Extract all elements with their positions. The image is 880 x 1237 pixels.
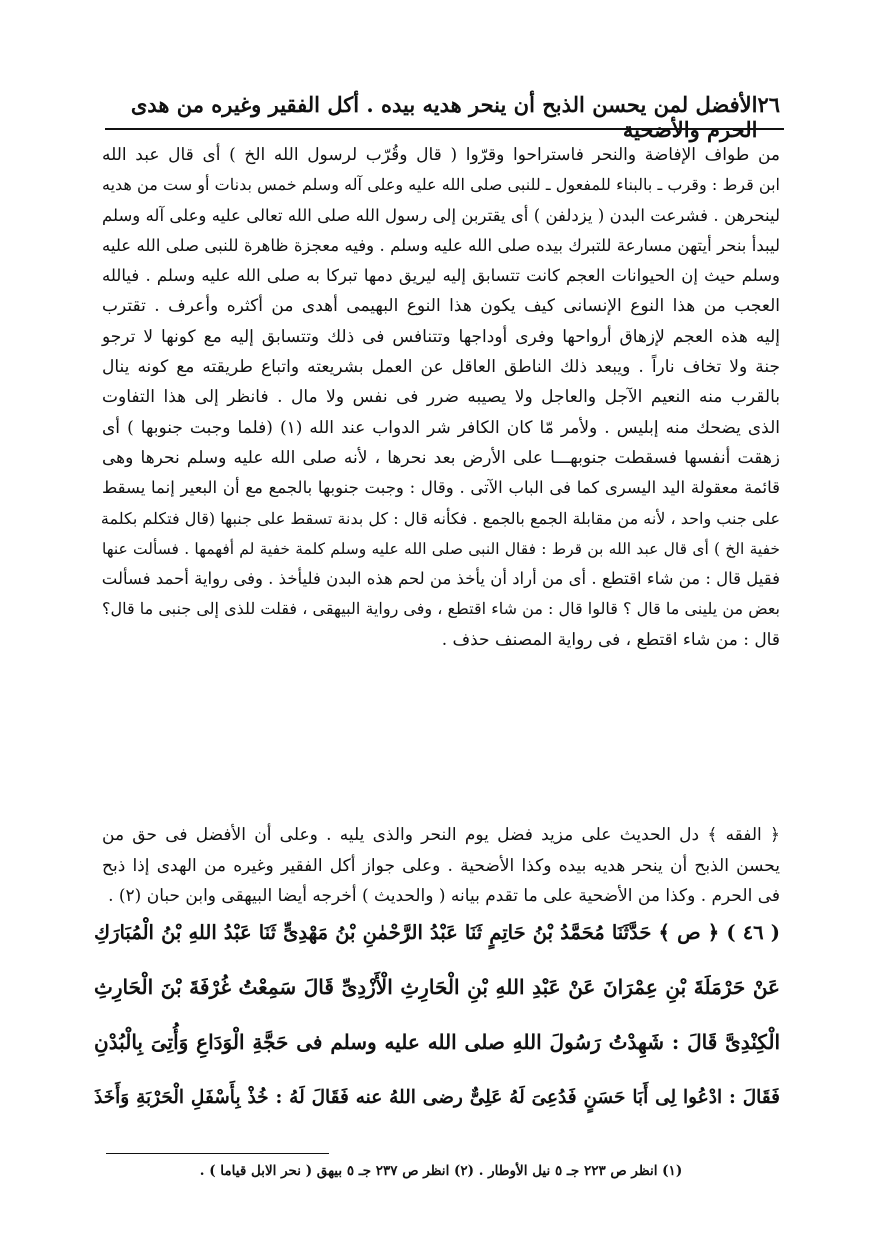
text-line: ابن قرط : وقرب ـ بالبناء للمفعول ـ للنبى صلى الله عليه وعلى آله وسلم خمس بدنات أو ست من هديه	[102, 175, 780, 195]
text-line: خفية الخ ) أى قال عبد الله بن قرط : فقال النبى صلى الله عليه وسلم كلمة خفية لم أفهمها . فسألت عنها	[102, 539, 780, 558]
page-number: ٢٦	[757, 92, 780, 117]
page-header	[110, 92, 780, 142]
text-line: الذى يضحك منه إبليس . ولأمر مّا كان الكافر شر الدواب عند الله (١) (فلما وجبت جنوبها ) أى	[102, 417, 780, 438]
text-line: على جنب واحد ، لأنه من مقابلة الجمع بالجمع . فكأنه قال : كل بدنة تسقط على جنبها (قال فتكلم بكلمة	[100, 508, 780, 528]
text-line: قائمة معقولة اليد اليسرى كما فى الباب الآتى . وقال : وجبت جنوبها بالجمع مع أن البعير إنما يسقط	[102, 478, 780, 498]
footnotes: (١) انظر ص ٢٢٣ جـ ٥ نيل الأوطار . (٢) انظر ص ٢٣٧ جـ ٥ بيهق ( نحر الابل قياما ) .	[199, 1163, 683, 1179]
text-line: بالقرب منه النعيم الآجل والعاجل ولا يصيبه ضرر فى نفس ولا مال . فانظر إلى هذا التفاوت	[102, 387, 780, 408]
footnote-divider	[106, 1153, 329, 1154]
text-line: العجب من هذا النوع الإنسانى كيف يكون هذا النوع البهيمى أهدى من أكثره وأعرف . تقترب	[102, 296, 780, 317]
hadith-line: ( ٤٦ ) ﴿ ص ﴾ حَدَّثَنَا مُحَمَّدُ بْنُ حَاتِمٍ ثَنَا عَبْدُ الرَّحْمٰنِ بْنُ مَهْدِىٍّ ثَنَا عَبْدُ اللهِ بْنُ الْمُبَارَكِ	[94, 921, 781, 944]
running-title: الأفضل لمن يحسن الذبح أن ينحر هديه بيده . أكل الفقير وغيره من هدى الحرم والأضحية	[130, 92, 758, 142]
text-line: بعض من يلينى ما قال ؟ قالوا قال : من شاء اقتطع ، وفى رواية البيهقى ، فقلت للذى إلى جنبى ما قال؟	[102, 599, 780, 619]
header-divider	[105, 128, 784, 130]
hadith-line: عَنْ حَرْمَلَةَ بْنِ عِمْرَانَ عَنْ عَبْدِ اللهِ بْنِ الْحَارِثِ الْأَزْدِىِّ قَالَ سَمِعْتُ غُرْفَةَ بْنَ الْحَارِثِ	[94, 975, 780, 999]
text-line: وسلم حيث إن الحيوانات العجم كانت تتسابق إليه ليريق دمها تبركا به صلى الله عليه وسلم . فيالله	[102, 266, 780, 286]
fiqh-line: فى الحرم . وكذا من الأضحية على ما تقدم بيانه ( والحديث ) أخرجه أيضا البيهقى وابن حبان (٢) .	[108, 886, 780, 906]
hadith-line: فَقَالَ : ادْعُوا لِى أَبَا حَسَنٍ فَدُعِىَ لَهُ عَلِىٌّ رضى اللهُ عنه فَقَالَ لَهُ : خُذْ بِأَسْفَلِ الْحَرْبَةِ وَأَخَذَ	[94, 1087, 780, 1108]
fiqh-line: يحسن الذبح أن ينحر هديه بيده وكذا الأضحية . وعلى جواز أكل الفقير وغيره من الهدى إذا ذبح	[102, 855, 780, 876]
fiqh-section	[102, 820, 780, 912]
text-line: إليه هذه العجم لإزهاق أرواحها وفرى أوداجها وتتنافس فى ذلك وتتسابق إليه مع كونها لا ترجو	[102, 326, 780, 347]
text-line: فقيل قال : من شاء اقتطع . أى من أراد أن يأخذ من لحم هذه البدن فليأخذ . وفى رواية أحمد فسألت	[101, 569, 780, 589]
text-line: لينحرهن . فشرعت البدن ( يزدلفن ) أى يقتربن إلى رسول الله صلى الله تعالى عليه وعلى آله وسلم	[102, 205, 780, 225]
text-line: من طواف الإفاضة والنحر فاستراحوا وقرّوا ( قال وقُرّب لرسول الله الخ ) أى قال عبد الله	[102, 145, 780, 165]
text-line: زهقت أنفسها فسقطت جنوبهـــا على الأرض بعد نحرها ، لأنه صلى الله عليه وسلم نحرها وهى	[102, 447, 780, 468]
commentary-block	[102, 140, 780, 655]
text-line: ليبدأ بنحر أيتهن مسارعة للتبرك بيده صلى الله عليه وسلم . وفيه معجزة ظاهرة للنبى صلى الله عليه	[102, 235, 780, 255]
fiqh-line: ﴿ الفقه ﴾ دل الحديث على مزيد فضل يوم النحر والذى يليه . وعلى أن الأفضل فى حق من	[102, 825, 780, 845]
text-line: جنة ولا تخاف ناراً . ويبعد ذلك الناطق العاقل عن العمل بشريعته واتباع طريقته مع كونه ينال	[102, 357, 780, 378]
hadith-text	[94, 905, 780, 1125]
hadith-line: الْكِنْدِىَّ قَالَ : شَهِدْتُ رَسُولَ اللهِ صلى الله عليه وسلم فى حَجَّةِ الْوَدَاعِ وَأُتِىَ بِالْبُدْنِ	[94, 1030, 780, 1054]
text-line: قال : من شاء اقتطع ، فى رواية المصنف حذف .	[441, 629, 780, 650]
